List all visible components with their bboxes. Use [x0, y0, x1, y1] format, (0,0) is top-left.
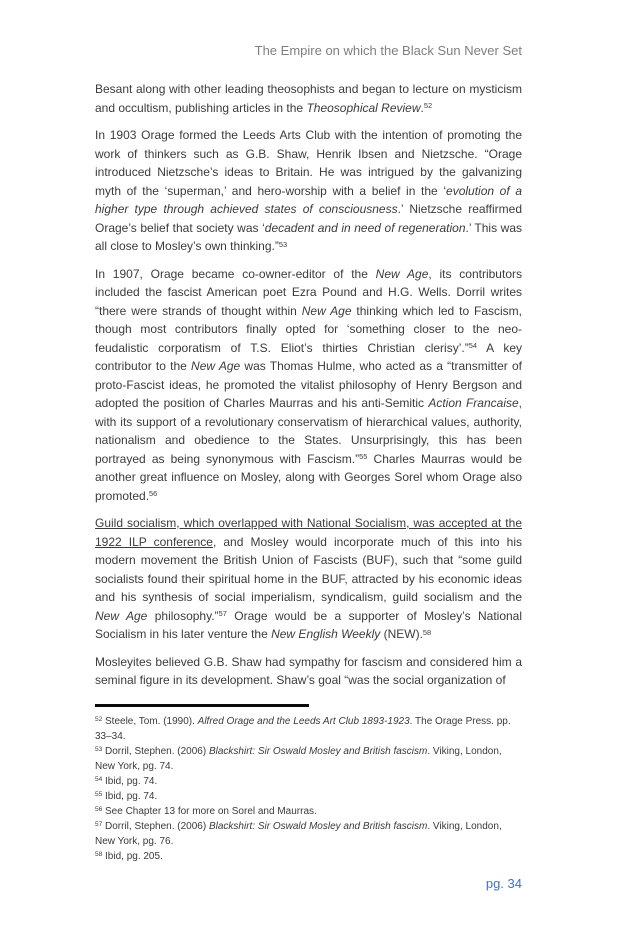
page-number: pg. 34	[485, 875, 522, 891]
footnote-number: 58	[95, 850, 103, 858]
paragraph-4: Guild socialism, which overlapped with National Socialism, was accepted at the 1922 ILP conference, and Mosley would incorporate much of this into his modern movement the British Union of Fascists (BUF), such that “some guild socialists found their spiritual home in the BUF, attracted by his economic ideas and his synthesis of social imperialism, syndicalism, guild socialism and the New Age philosophy.”$^{57}$ Orage would be a supporter of Mosley’s National Socialism in his later venture the New English Weekly (NEW).$^{58}$	[95, 516, 523, 641]
footnote-text: Ibid, pg. 74.	[102, 790, 158, 802]
footnote-text: Steele, Tom. (1990). Alfred Orage and the Leeds Art Club 1893-1923. The Orage Press. pp. 33–34.	[95, 715, 511, 742]
footnote-number: 55	[95, 790, 103, 798]
footnote-text: See Chapter 13 for more on Sorel and Maurras.	[102, 805, 317, 817]
paragraph-2: In 1903 Orage formed the Leeds Arts Club with the intention of promoting the work of thinkers such as G.B. Shaw, Henrik Ibsen and Nietzsche. “Orage introduced Nietzsche’s ideas to Britain. He was intrigued by the galvanizing myth of the ‘superman,’ and hero-worship with a belief in the ‘evolution of a higher type through achieved states of consciousness.’ Nietzsche reaffirmed Orage’s belief that society was ‘decadent and in need of regeneration.’ This was all close to Mosley’s own thinking.”$^{53}$	[95, 128, 523, 253]
footnote-separator	[95, 704, 309, 707]
footnote-item-57	[95, 819, 522, 849]
footnote-item-52	[95, 714, 522, 744]
footnote-text: Dorril, Stephen. (2006) Blackshirt: Sir Oswald Mosley and British fascism. Viking, London, New York, pg. 76.	[95, 820, 502, 847]
footnote-number: 56	[95, 805, 103, 813]
footnote-number: 53	[95, 745, 103, 753]
document-body	[95, 80, 522, 690]
running-header: The Empire on which the Black Sun Never Set	[254, 43, 522, 58]
footnote-item-55	[95, 789, 522, 804]
footnote-text: Ibid, pg. 74.	[102, 775, 158, 787]
footnote-item-58	[95, 849, 522, 864]
footnote-item-54	[95, 774, 522, 789]
footnote-item-56	[95, 804, 522, 819]
footnote-text: Ibid, pg. 205.	[102, 850, 163, 862]
footnote-number: 52	[95, 715, 103, 723]
paragraph-5: Mosleyites believed G.B. Shaw had sympathy for fascism and considered him a seminal figure in its development. Shaw’s goal “was the social organization of	[95, 654, 522, 687]
footnote-number: 54	[95, 775, 103, 783]
paragraph-1: Besant along with other leading theosophists and began to lecture on mysticism and occultism, publishing articles in the Theosophical Review.$^{52}$	[95, 82, 522, 115]
footnote-text: Dorril, Stephen. (2006) Blackshirt: Sir Oswald Mosley and British fascism. Viking, London, New York, pg. 74.	[95, 745, 502, 772]
footnote-item-53	[95, 744, 522, 774]
paragraph-3: In 1907, Orage became co-owner-editor of the New Age, its contributors included the fascist American poet Ezra Pound and H.G. Wells. Dorril writes “there were strands of thought within New Age thinking which led to Fascism, though most contributors finally opted for ‘something closer to the neo-feudalistic corporatism of T.S. Eliot’s thirties Christian clerisy’.”$^{54}$ A key contributor to the New Age was Thomas Hulme, who acted as a “transmitter of proto-Fascist ideas, he promoted the vitalist philosophy of Henry Bergson and adopted the position of Charles Maurras and his anti-Semitic Action Francaise, with its support of a revolutionary conservatism of hierarchical values, authority, nationalism and obedience to the States. Unsurprisingly, this has been portrayed as being synonymous with Fascism.”$^{55}$ Charles Maurras would be another great influence on Mosley, along with Georges Sorel whom Orage also promoted.$^{56}$	[95, 266, 523, 503]
footnotes-section	[95, 714, 522, 864]
footnote-number: 57	[95, 820, 103, 828]
